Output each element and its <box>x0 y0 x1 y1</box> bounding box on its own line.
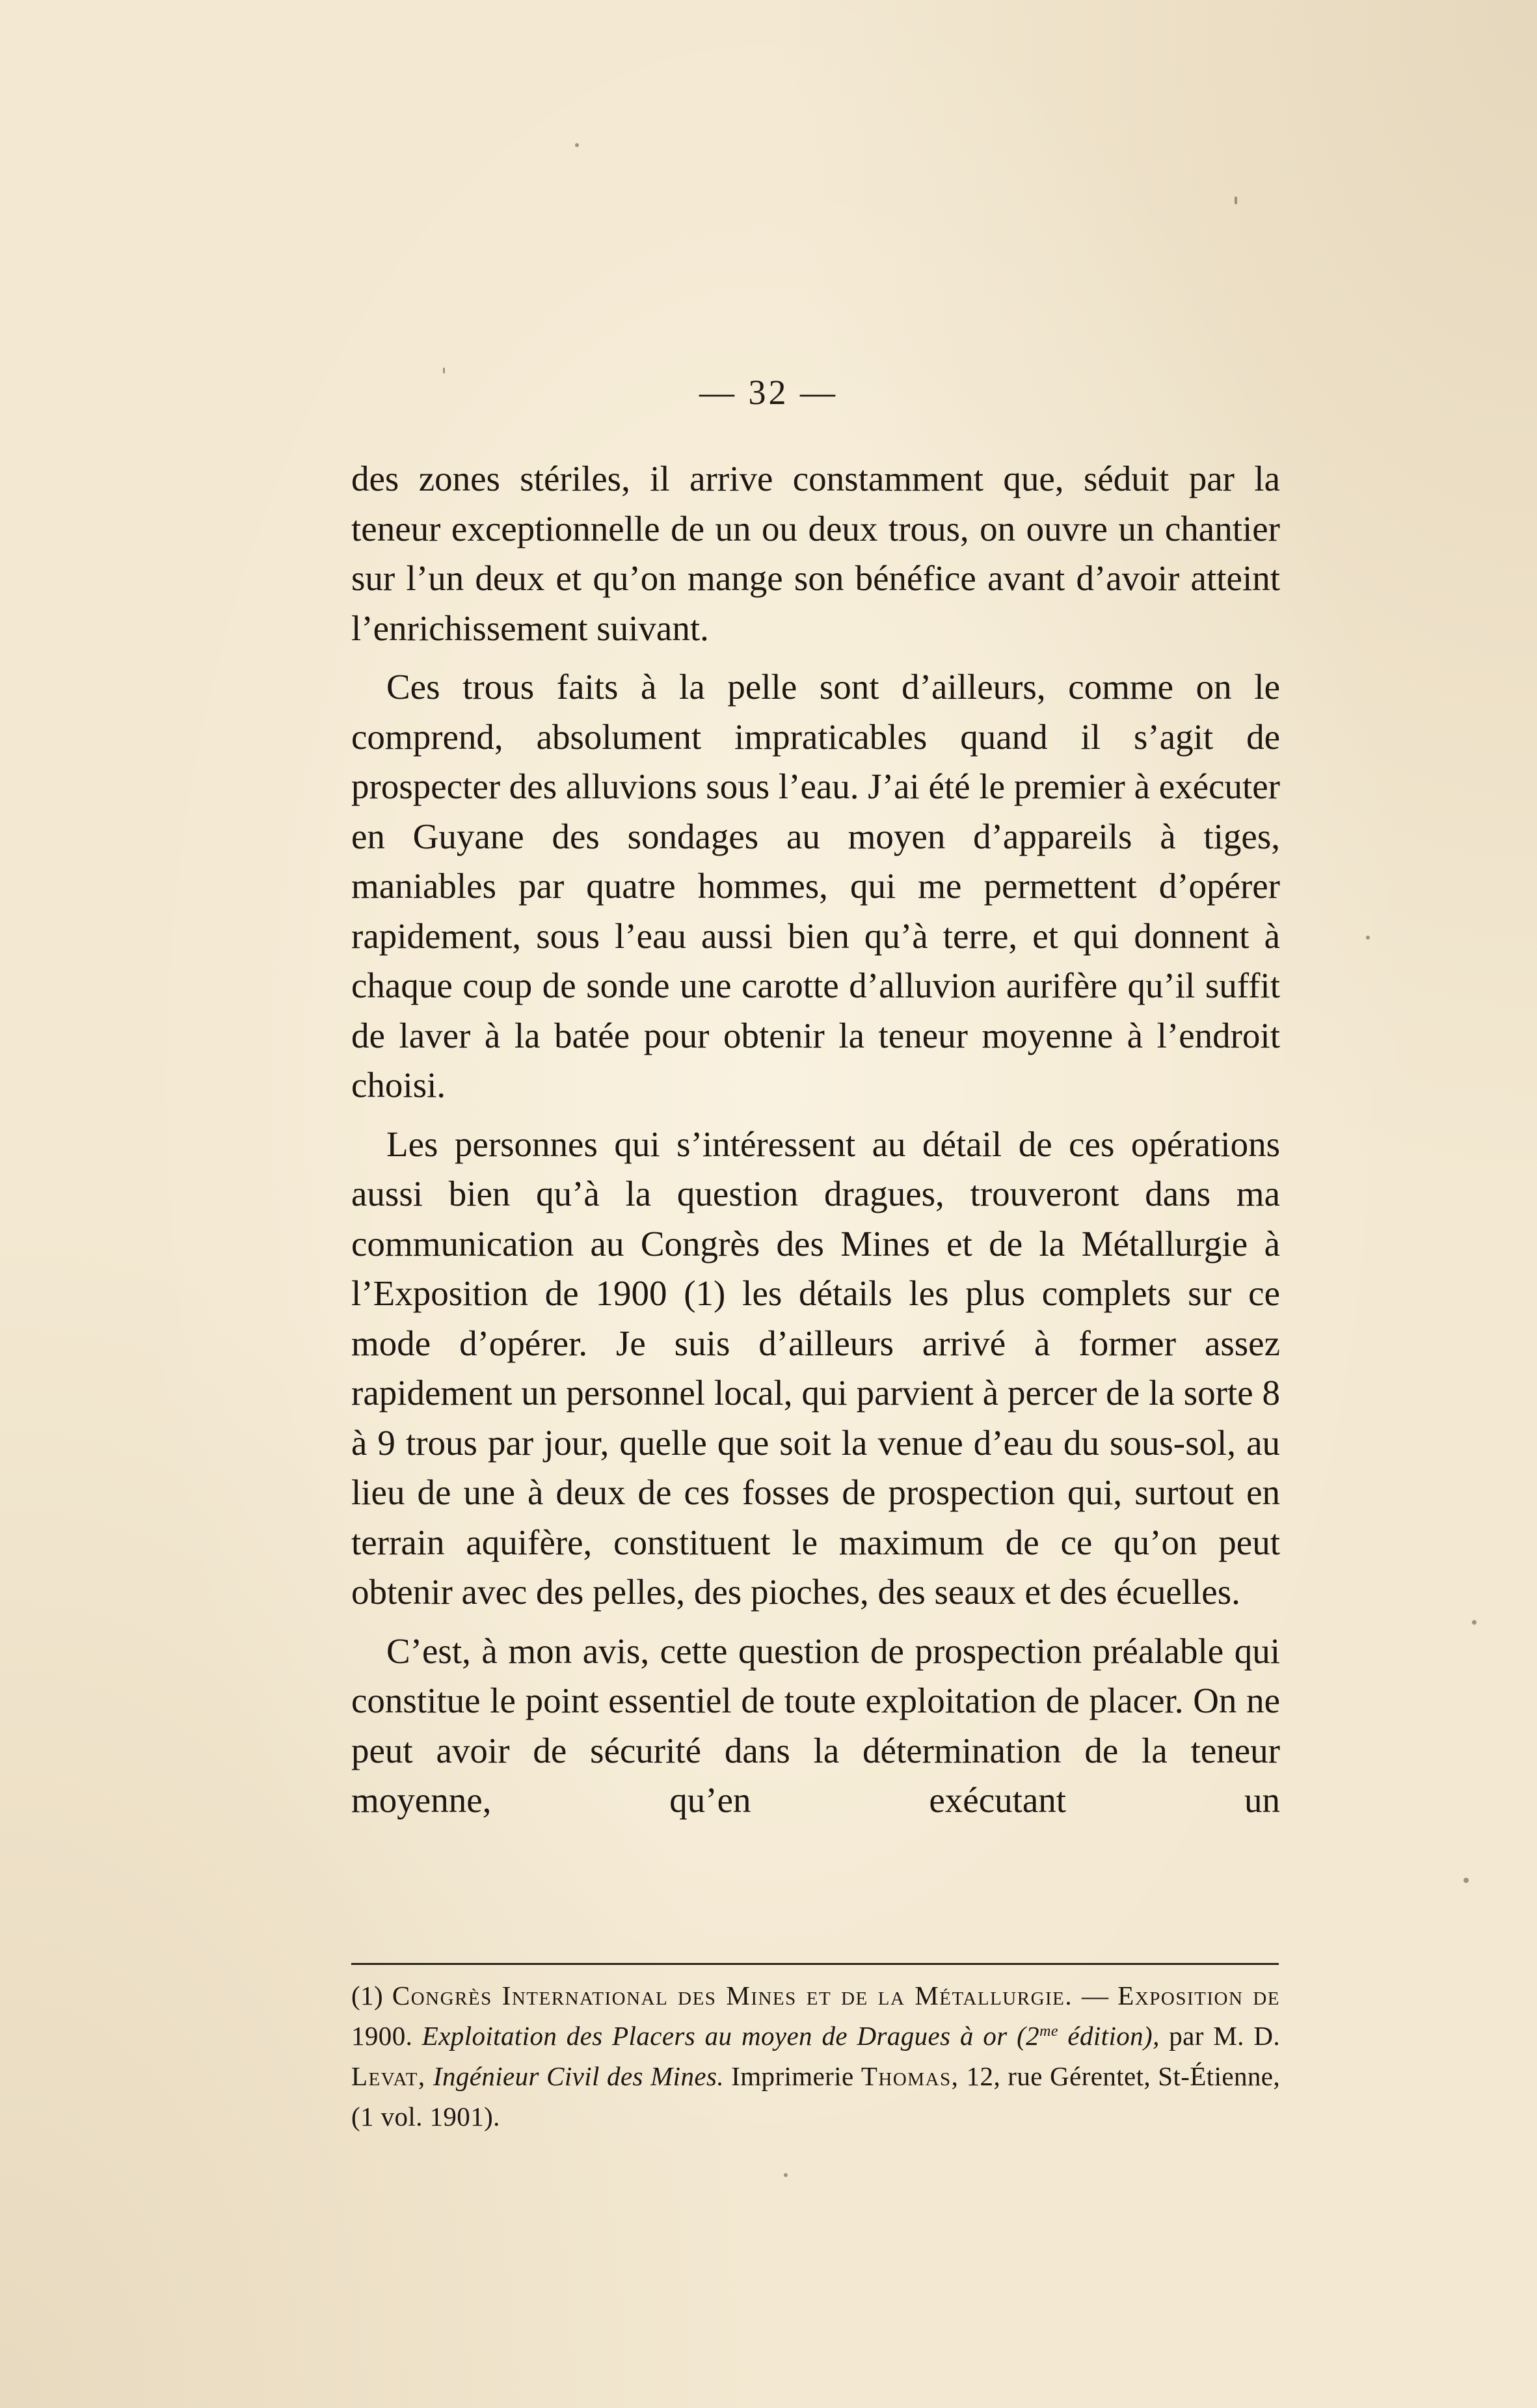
footnote <box>351 1975 1280 2137</box>
footnote-printer-name: Thomas, <box>861 2061 959 2091</box>
footnote-marker: (1) <box>351 1981 384 2010</box>
paragraph-2: Ces trous faits à la pelle sont d’ailleurs, comme on le comprend, absolument impraticables quand il s’agit de prospecter des alluvions sous l’eau. J’ai été le premier à exécuter en Guyane des sondages au moyen d’appareils à tiges, maniables par quatre hommes, qui me permettent d’opérer rapidement, sous l’eau aussi bien qu’à terre, et qui donnent à chaque coup de sonde une carotte d’alluvion aurifère qu’il suffit de laver à la batée pour obtenir la teneur moyenne à l’endroit choisi. <box>351 667 1280 1105</box>
footnote-edition-close: édition), <box>1067 2021 1160 2051</box>
footnote-printer: Imprimerie <box>731 2061 854 2091</box>
footnote-address: 12, rue Gérentet, St-Étienne, (1 vol. 1901). <box>351 2061 1281 2131</box>
footnote-par: par M. D. <box>1169 2021 1280 2051</box>
paper-speck <box>1235 196 1237 204</box>
footnote-rule <box>351 1963 1279 1965</box>
footnote-year: 1900. <box>351 2021 413 2051</box>
paragraph-1: des zones stériles, il arrive constamment que, séduit par la teneur exceptionnelle de un ou deux trous, on ouvre un chantier sur l’un deux et qu’on mange son bénéfice avant d’avoir atteint l’enrichissement suivant. <box>351 459 1280 648</box>
paragraph-3: Les personnes qui s’intéressent au détail de ces opérations aussi bien qu’à la question dragues, trouveront dans ma communication au Congrès des Mines et de la Métallurgie à l’Exposition de 1900 (1) les détails les plus complets sur ce mode d’opérer. Je suis d’ailleurs arrivé à former assez rapidement un personnel local, qui parvient à percer de la sorte 8 à 9 trous par jour, quelle que soit la venue d’eau du sous-sol, au lieu de une à deux de ces fosses de prospection qui, surtout en terrain aquifère, constituent le maximum de ce qu’on peut obtenir avec des pelles, des pioches, des seaux et des écuelles. <box>351 1124 1280 1612</box>
paper-speck <box>1366 936 1370 940</box>
footnote-author-title: Ingénieur Civil des Mines. <box>433 2061 724 2091</box>
paragraph-4: C’est, à mon avis, cette question de prospection préalable qui constitue le point essentiel de toute exploitation de placer. On ne peut avoir de sécurité dans la détermination de la teneur moyenne, qu’en exécutant un <box>351 1630 1280 1820</box>
footnote-congress: Congrès International des Mines et de la Métallurgie. <box>392 1981 1073 2010</box>
footnote-edition-open: (2 <box>1017 2021 1040 2051</box>
footnote-edition-sup: me <box>1039 2023 1058 2040</box>
footnote-dash: — <box>1082 1981 1109 2010</box>
footnote-author: Levat, <box>351 2061 426 2091</box>
footnote-exposition: Exposition de <box>1117 1981 1281 2010</box>
paper-speck <box>1472 1620 1477 1625</box>
body-text <box>351 454 1280 1835</box>
page-number: — 32 — <box>699 373 838 412</box>
paper-speck <box>575 143 579 147</box>
paper-speck <box>1463 1878 1469 1883</box>
paper-speck <box>784 2173 788 2177</box>
paper-speck <box>443 368 445 373</box>
footnote-title: Exploitation des Placers au moyen de Dragues à or <box>421 2021 1008 2051</box>
